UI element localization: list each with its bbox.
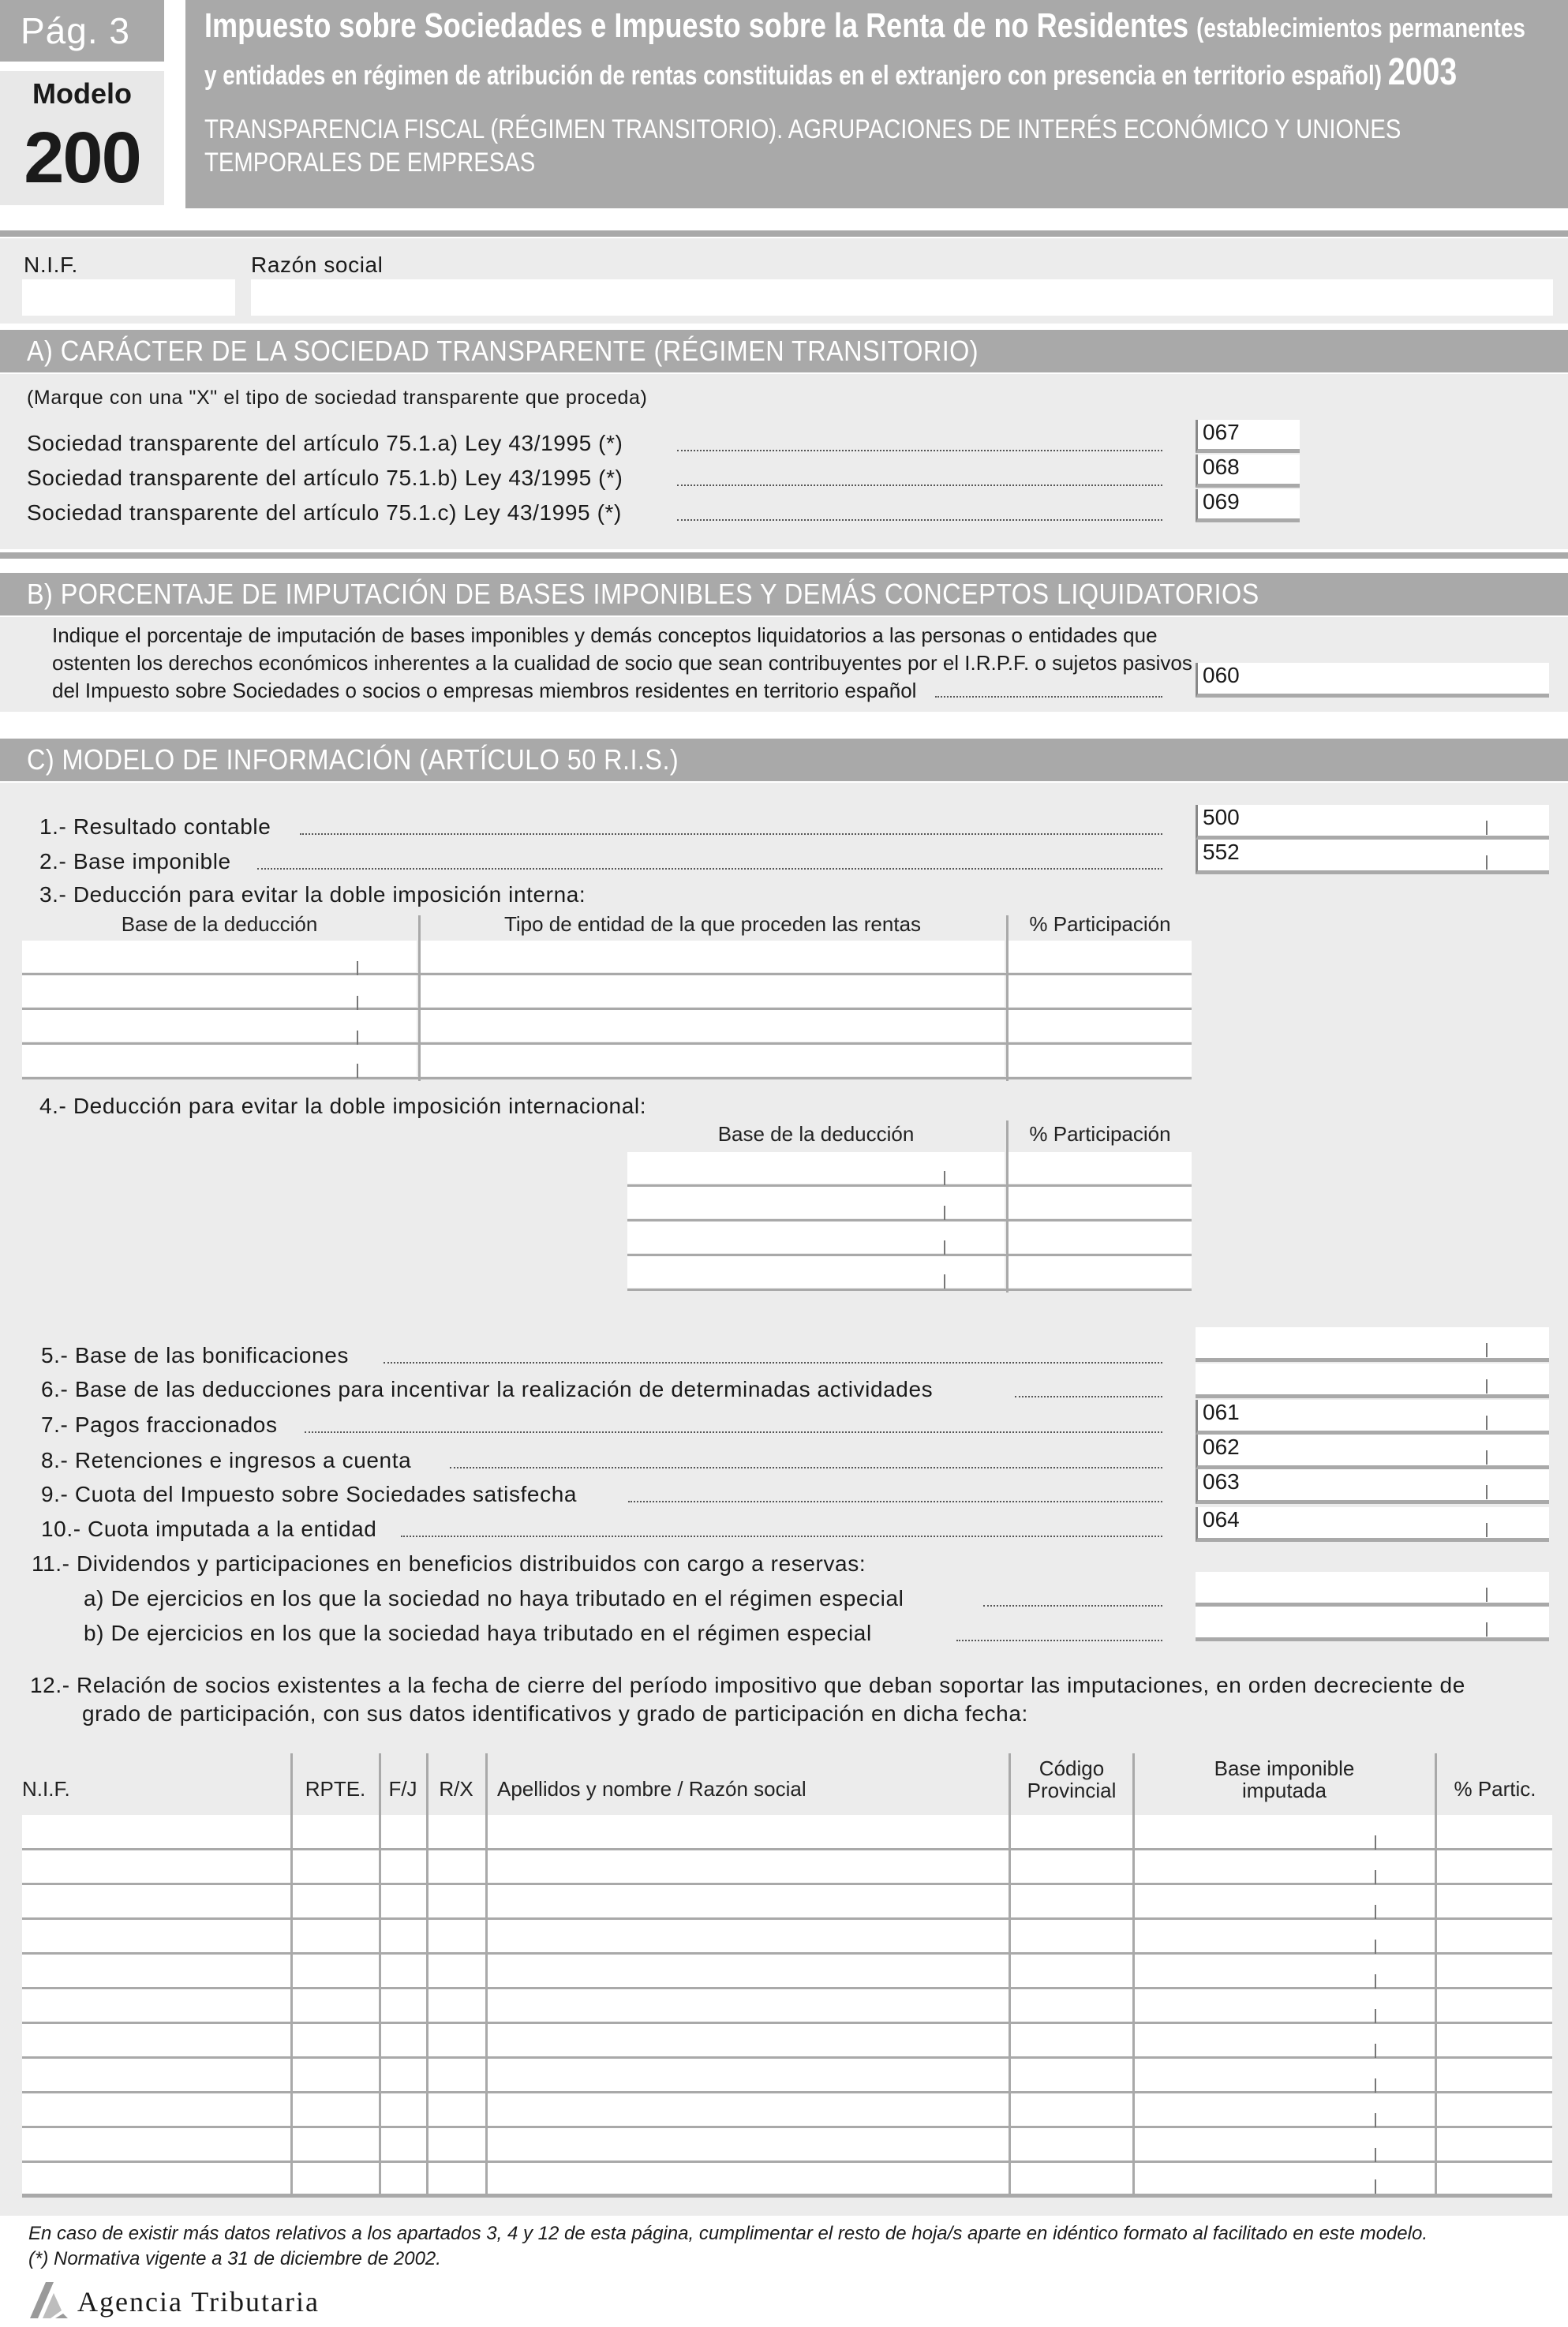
t3-partic-cell[interactable] [1009,1045,1192,1076]
t4-base-cell[interactable] [627,1187,1005,1218]
leader-dots [450,1467,1162,1468]
nif-label: N.I.F. [24,253,78,277]
t3-tipo-cell[interactable] [421,1010,1005,1042]
razon-social-label: Razón social [251,253,384,277]
t3-tipo-cell[interactable] [421,941,1005,972]
footer-normativa: (*) Normativa vigente a 31 de diciembre de 2002. [28,2248,441,2269]
t4-partic-cell[interactable] [1009,1187,1192,1218]
decimal-mark [1486,1379,1488,1394]
col-divider [290,1753,293,2195]
decimal-mark [1375,2148,1376,2162]
agency-logo-icon [27,2279,71,2320]
section-a-row-label: Sociedad transparente del artículo 75.1.a) Ley 43/1995 (*) [27,431,623,455]
form-subtitle: TRANSPARENCIA FISCAL (RÉGIMEN TRANSITORIO). AGRUPACIONES DE INTERÉS ECONÓMICO Y UNIONES TEMPORALES DE EMPRESAS [204,114,1401,178]
t4-base-cell[interactable] [627,1256,1005,1288]
row-line [22,1077,1192,1079]
row-line [22,2022,1552,2024]
leader-dots [401,1536,1162,1537]
field-dividendos-b[interactable] [1196,1607,1549,1641]
decimal-mark [1486,1588,1488,1602]
item-retenciones: 8.- Retenciones e ingresos a cuenta [41,1448,412,1472]
decimal-mark [357,996,358,1010]
section-c-header: C) MODELO DE INFORMACIÓN (ARTÍCULO 50 R.I.S.) [0,739,1568,781]
section-b-text-line: Indique el porcentaje de imputación de bases imponibles y demás conceptos liquidatorios a las personas o entidades que [52,623,1158,647]
leader-dots [300,833,1162,835]
row-line [22,2194,1552,2198]
section-b-header: B) PORCENTAJE DE IMPUTACIÓN DE BASES IMPONIBLES Y DEMÁS CONCEPTOS LIQUIDATORIOS [0,573,1568,615]
item-base-imponible: 2.- Base imponible [39,849,231,874]
row-line [22,1883,1552,1885]
row-line [22,2056,1552,2059]
leader-dots [983,1605,1162,1607]
field-base-bonificaciones[interactable] [1196,1327,1549,1362]
decimal-mark [1486,855,1488,870]
section-a-header: A) CARÁCTER DE LA SOCIEDAD TRANSPARENTE (RÉGIMEN TRANSITORIO) [0,330,1568,372]
decimal-mark [944,1240,945,1255]
item-doble-imposicion-internacional: 4.- Deducción para evitar la doble imposición internacional: [39,1094,647,1118]
decimal-mark [1375,1940,1376,1954]
razon-social-field[interactable] [251,279,1553,316]
item-dividendos-a: a) De ejercicios en los que la sociedad no haya tributado en el régimen especial [84,1586,904,1611]
t4-base-cell[interactable] [627,1221,1005,1253]
decimal-mark [1486,1622,1488,1637]
row-line [22,1952,1552,1955]
col-header-provincial: Provincial [1027,1779,1117,1802]
form-title: Impuesto sobre Sociedades e Impuesto sobre la Renta de no Residentes (establecimientos permanentes [204,6,1525,45]
decimal-mark [1375,1905,1376,1919]
row-line [22,1848,1552,1850]
col-header: % Participación [1029,1122,1171,1146]
decimal-mark [1486,1523,1488,1537]
decimal-mark [1375,1974,1376,1988]
section-a-row-label: Sociedad transparente del artículo 75.1.b) Ley 43/1995 (*) [27,466,623,490]
decimal-mark [944,1274,945,1289]
form-title-line2: y entidades en régimen de atribución de rentas constituidas en el extranjero con presencia en territorio español) 2003 [204,51,1458,93]
row-line [627,1289,1192,1291]
col-header-partic: % Partic. [1454,1777,1536,1801]
decimal-mark [1486,821,1488,835]
footer-note: En caso de existir más datos relativos a los apartados 3, 4 y 12 de esta página, cumplimentar el resto de hoja/s aparte en idéntico formato al facilitado en este modelo. [28,2223,1428,2244]
checkbox-067[interactable]: 067 [1196,420,1300,453]
item-relacion-socios: 12.- Relación de socios existentes a la fecha de cierre del período impositivo que deban soportar las imputaciones, en orden decreciente de [30,1673,1465,1697]
section-a-row-label: Sociedad transparente del artículo 75.1.c) Ley 43/1995 (*) [27,500,622,525]
decimal-mark [1375,2179,1376,2194]
decimal-mark [1375,2009,1376,2023]
modelo-label: Modelo [32,77,132,110]
col-header: Base de la deducción [717,1122,915,1146]
t3-partic-cell[interactable] [1009,941,1192,972]
col-header: Tipo de entidad de la que proceden las rentas [503,912,922,936]
field-dividendos-a[interactable] [1196,1572,1549,1607]
col-header-nombre: Apellidos y nombre / Razón social [497,1777,806,1801]
col-divider [426,1753,428,2195]
field-base-deducciones[interactable] [1196,1364,1549,1398]
divider [0,230,1568,237]
decimal-mark [944,1206,945,1220]
t4-base-cell[interactable] [627,1152,1005,1184]
col-header-imputada: imputada [1242,1779,1327,1802]
form-title-block [185,0,1568,208]
item-base-deducciones: 6.- Base de las deducciones para incentivar la realización de determinadas actividades [41,1377,934,1401]
checkbox-068[interactable]: 068 [1196,455,1300,488]
field-500[interactable]: 500 [1196,805,1549,840]
col-divider [1132,1753,1135,2195]
col-header-fj: F/J [388,1777,417,1801]
item-dividendos-b: b) De ejercicios en los que la sociedad haya tributado en el régimen especial [84,1621,872,1645]
item-base-bonificaciones: 5.- Base de las bonificaciones [41,1343,349,1367]
leader-dots [1015,1396,1162,1397]
decimal-mark [1486,1416,1488,1430]
socios-grid[interactable] [22,1815,1552,2194]
nif-field[interactable] [22,279,235,316]
row-line [22,2161,1552,2163]
agency-name: Agencia Tributaria [77,2286,320,2318]
decimal-mark [944,1171,945,1185]
row-line [22,1987,1552,1989]
t3-tipo-cell[interactable] [421,975,1005,1007]
item-pagos-fraccionados: 7.- Pagos fraccionados [41,1412,278,1437]
leader-dots [384,1362,1162,1364]
t4-partic-cell[interactable] [1009,1256,1192,1288]
col-header: Base de la deducción [121,912,318,936]
t3-partic-cell[interactable] [1009,1010,1192,1042]
col-divider [1435,1753,1437,2195]
checkbox-069[interactable]: 069 [1196,489,1300,522]
item-relacion-socios-cont: grado de participación, con sus datos identificativos y grado de participación en dicha fecha: [82,1701,1028,1726]
row-line [22,2126,1552,2128]
field-063[interactable]: 063 [1196,1469,1549,1504]
decimal-mark [1375,2044,1376,2058]
section-a-instruction: (Marque con una "X" el tipo de sociedad transparente que proceda) [27,387,648,409]
section-b-text-line: del Impuesto sobre Sociedades o socios o empresas miembros residentes en territorio español [52,679,917,702]
section-b-text-line: ostenten los derechos económicos inherentes a la cualidad de socio que sean contribuyentes por el I.R.P.F. o sujetos pasivos [52,651,1192,675]
col-header-base: Base imponible [1214,1756,1355,1780]
field-061[interactable]: 061 [1196,1400,1549,1435]
divider [0,552,1568,559]
t4-partic-cell[interactable] [1009,1152,1192,1184]
leader-dots [677,519,1162,521]
col-header-rpte: RPTE. [305,1777,366,1801]
col-divider [485,1753,488,2195]
decimal-mark [1486,1343,1488,1357]
leader-dots [257,868,1162,870]
decimal-mark [1375,1870,1376,1884]
modelo-number: 200 [24,118,140,198]
item-doble-imposicion-interna: 3.- Deducción para evitar la doble imposición interna: [39,882,586,907]
item-resultado-contable: 1.- Resultado contable [39,814,271,839]
col-header: % Participación [1029,912,1171,936]
decimal-mark [1375,2113,1376,2127]
row-line [22,1917,1552,1920]
col-header-codigo: Código [1038,1756,1105,1780]
t3-tipo-cell[interactable] [421,1045,1005,1076]
t3-partic-cell[interactable] [1009,975,1192,1007]
decimal-mark [1375,2078,1376,2093]
leader-dots [956,1640,1162,1641]
decimal-mark [357,1064,358,1078]
page-number: Pág. 3 [0,0,164,62]
field-062[interactable]: 062 [1196,1435,1549,1469]
leader-dots [935,696,1162,698]
col-divider [1009,1753,1011,2195]
field-064[interactable]: 064 [1196,1507,1549,1542]
leader-dots [305,1431,1162,1433]
item-cuota-satisfecha: 9.- Cuota del Impuesto sobre Sociedades satisfecha [41,1482,578,1506]
leader-dots [677,484,1162,486]
decimal-mark [1375,1835,1376,1850]
decimal-mark [357,961,358,975]
field-060[interactable]: 060 [1196,663,1549,698]
t4-partic-cell[interactable] [1009,1221,1192,1253]
leader-dots [677,450,1162,451]
field-552[interactable]: 552 [1196,840,1549,874]
leader-dots [628,1501,1162,1502]
item-cuota-imputada: 10.- Cuota imputada a la entidad [41,1517,377,1541]
decimal-mark [1486,1485,1488,1499]
col-header-rx: R/X [439,1777,473,1801]
row-line [22,2091,1552,2093]
decimal-mark [357,1031,358,1045]
col-divider [379,1753,381,2195]
col-header-nif: N.I.F. [22,1777,70,1801]
item-dividendos: 11.- Dividendos y participaciones en beneficios distribuidos con cargo a reservas: [32,1551,866,1576]
decimal-mark [1486,1450,1488,1465]
